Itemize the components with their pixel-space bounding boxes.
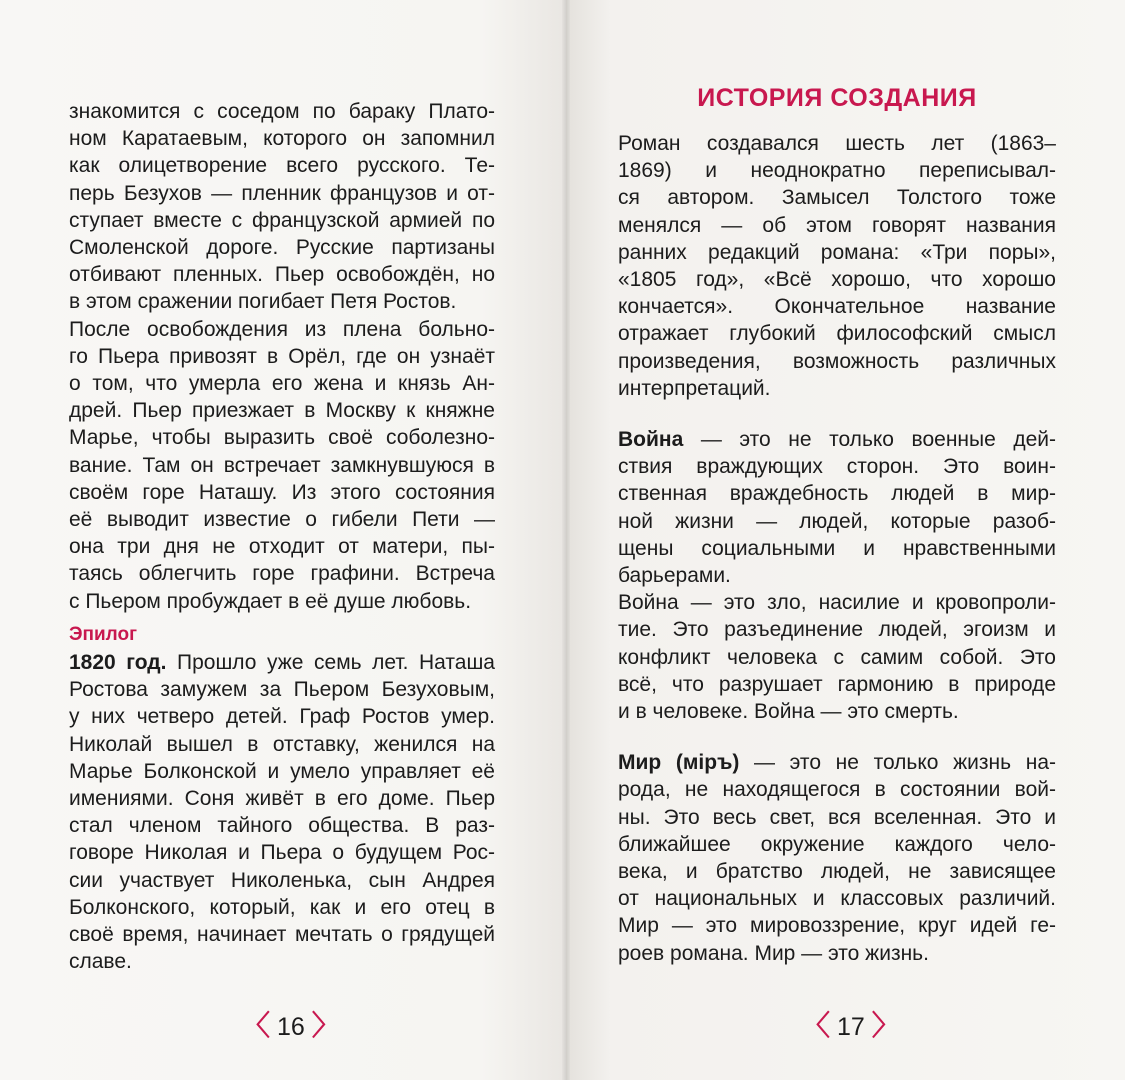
text-line: имениями. Соня живёт в его доме. Пьер	[69, 787, 495, 811]
epilogue-first-line: Прошло уже семь лет. Наташа	[166, 651, 495, 675]
text-line: Ростова замужем за Пьером Безуховым,	[69, 678, 495, 702]
paragraph-gap	[618, 402, 1056, 426]
right-page-text	[618, 130, 1056, 967]
bracket-close: 〉	[311, 1010, 340, 1041]
text-line: «1805 год», «Всё хорошо, что хорошо	[618, 268, 1056, 292]
section-heading: ИСТОРИЯ СОЗДАНИЯ	[697, 84, 977, 112]
text-line: вание. Там он встречает замкнувшуюся в	[69, 453, 495, 477]
text-line	[618, 426, 1056, 453]
text-line: ны. Это весь свет, вся вселенная. Это и	[618, 805, 1056, 829]
text-line: от национальных и классовых различий.	[618, 887, 1056, 911]
text-line: славе.	[69, 950, 132, 974]
text-line: ся автором. Замысел Толстого тоже	[618, 186, 1056, 210]
text-line: ном Каратаевым, которого он запомнил	[69, 127, 495, 151]
text-line: ственная враждебность людей в мир-	[618, 482, 1056, 506]
text-line: го Пьера привозят в Орёл, где он узнаёт	[69, 344, 495, 368]
text-line: таясь облегчить горе графини. Встреча	[69, 562, 495, 586]
war-first-line: — это не только военные дей-	[683, 428, 1056, 452]
text-line: Болконского, который, как и его отец в	[69, 895, 495, 919]
history-paragraph	[618, 130, 1056, 402]
paragraph-gap	[618, 725, 1056, 749]
text-line: 1869) и неоднократно переписывал-	[618, 159, 1056, 183]
text-line: о том, что умерла его жена и князь Ан-	[69, 372, 495, 396]
term-peace: Мир (міръ)	[618, 751, 740, 775]
text-line: Смоленской дороге. Русские партизаны	[69, 236, 495, 260]
text-line: ближайшее окружение каждого чело-	[618, 832, 1056, 856]
text-line: её выводит известие о гибели Пети —	[69, 508, 495, 532]
text-line: щены социальными и нравственными	[618, 536, 1056, 560]
text-line	[618, 749, 1056, 776]
text-line: стал членом тайного общества. В раз-	[69, 814, 495, 838]
peace-first-line: — это не только жизнь на-	[739, 751, 1056, 775]
text-line: Николай вышел в отставку, женился на	[69, 732, 495, 756]
text-line: ранних редакций романа: «Три поры»,	[618, 240, 1056, 264]
text-line: Марье, чтобы выразить своё соболезно-	[69, 426, 495, 450]
text-line: Война — это зло, насилие и кровопроли-	[618, 591, 1056, 615]
text-line: ствия враждующих сторон. Это воин-	[618, 455, 1056, 479]
bracket-open: 〈	[802, 1010, 831, 1041]
text-line: как олицетворение всего русского. Те-	[69, 154, 495, 178]
text-line: у них четверо детей. Граф Ростов умер.	[69, 705, 495, 729]
page-number-left	[242, 1004, 340, 1044]
text-line: своё время, начинает мечтать о грядущей	[69, 923, 495, 947]
text-line: барьерами.	[618, 564, 731, 588]
text-line: роев романа. Мир — это жизнь.	[618, 941, 929, 965]
bracket-open: 〈	[242, 1010, 271, 1041]
text-line: дрей. Пьер приезжает в Москву к княжне	[69, 399, 495, 423]
bracket-close: 〉	[871, 1010, 900, 1041]
page-number-right	[802, 1004, 900, 1044]
text-line: с Пьером пробуждает в её душе любовь.	[69, 589, 472, 613]
page-number-value: 17	[836, 1013, 865, 1041]
text-line: менялся — об этом говорят названия	[618, 213, 1056, 237]
text-line: века, и братство людей, не зависящее	[618, 860, 1056, 884]
text-line: кончается». Окончательное название	[618, 295, 1056, 319]
text-line: Марье Болконской и умело управляет её	[69, 759, 495, 783]
text-line: своём горе Наташу. Из этого состояния	[69, 480, 495, 504]
text-line: интерпретаций.	[618, 376, 771, 400]
text-line: всё, что разрушает гармонию в природе	[618, 672, 1056, 696]
text-line: Мир — это мировоззрение, круг идей ге-	[618, 914, 1056, 938]
text-line: конфликт человека с самим собой. Это	[618, 645, 1056, 669]
book-spine	[562, 0, 570, 1080]
epilogue-heading: Эпилог	[69, 623, 138, 645]
term-war: Война	[618, 428, 684, 452]
left-page-text	[69, 98, 495, 976]
text-line: отбивают пленных. Пьер освобождён, но	[69, 263, 495, 287]
text-line: говоре Николая и Пьера о будущем Рос-	[69, 841, 495, 865]
plot-summary-paragraph	[69, 98, 495, 615]
text-line: сии участвует Николенька, сын Андрея	[69, 868, 495, 892]
page-number-value: 16	[276, 1013, 305, 1041]
peace-definition-paragraph	[618, 749, 1056, 967]
text-line: она три дня не отходит от матери, пы-	[69, 535, 495, 559]
text-line: и в человеке. Война — это смерть.	[618, 700, 959, 724]
text-line: отражает глубокий философский смысл	[618, 322, 1056, 346]
text-line: в этом сражении погибает Петя Ростов.	[69, 290, 457, 314]
epilogue-year: 1820 год.	[69, 651, 167, 675]
text-line: ной жизни — людей, которые разоб-	[618, 509, 1056, 533]
text-line: тие. Это разъединение людей, эгоизм и	[618, 618, 1056, 642]
text-line: произведения, возможность различных	[618, 349, 1056, 373]
text-line: Роман создавался шесть лет (1863–	[618, 132, 1056, 155]
epilogue-paragraph	[69, 649, 495, 975]
war-definition-paragraph	[618, 426, 1056, 725]
text-line: знакомится с соседом по бараку Плато-	[69, 100, 495, 123]
text-line: перь Безухов — пленник французов и от-	[69, 181, 495, 205]
text-line: После освобождения из плена больно-	[69, 317, 495, 341]
text-line: рода, не находящегося в состоянии вой-	[618, 778, 1056, 802]
text-line	[69, 649, 495, 676]
text-line: ступает вместе с французской армией по	[69, 208, 495, 232]
